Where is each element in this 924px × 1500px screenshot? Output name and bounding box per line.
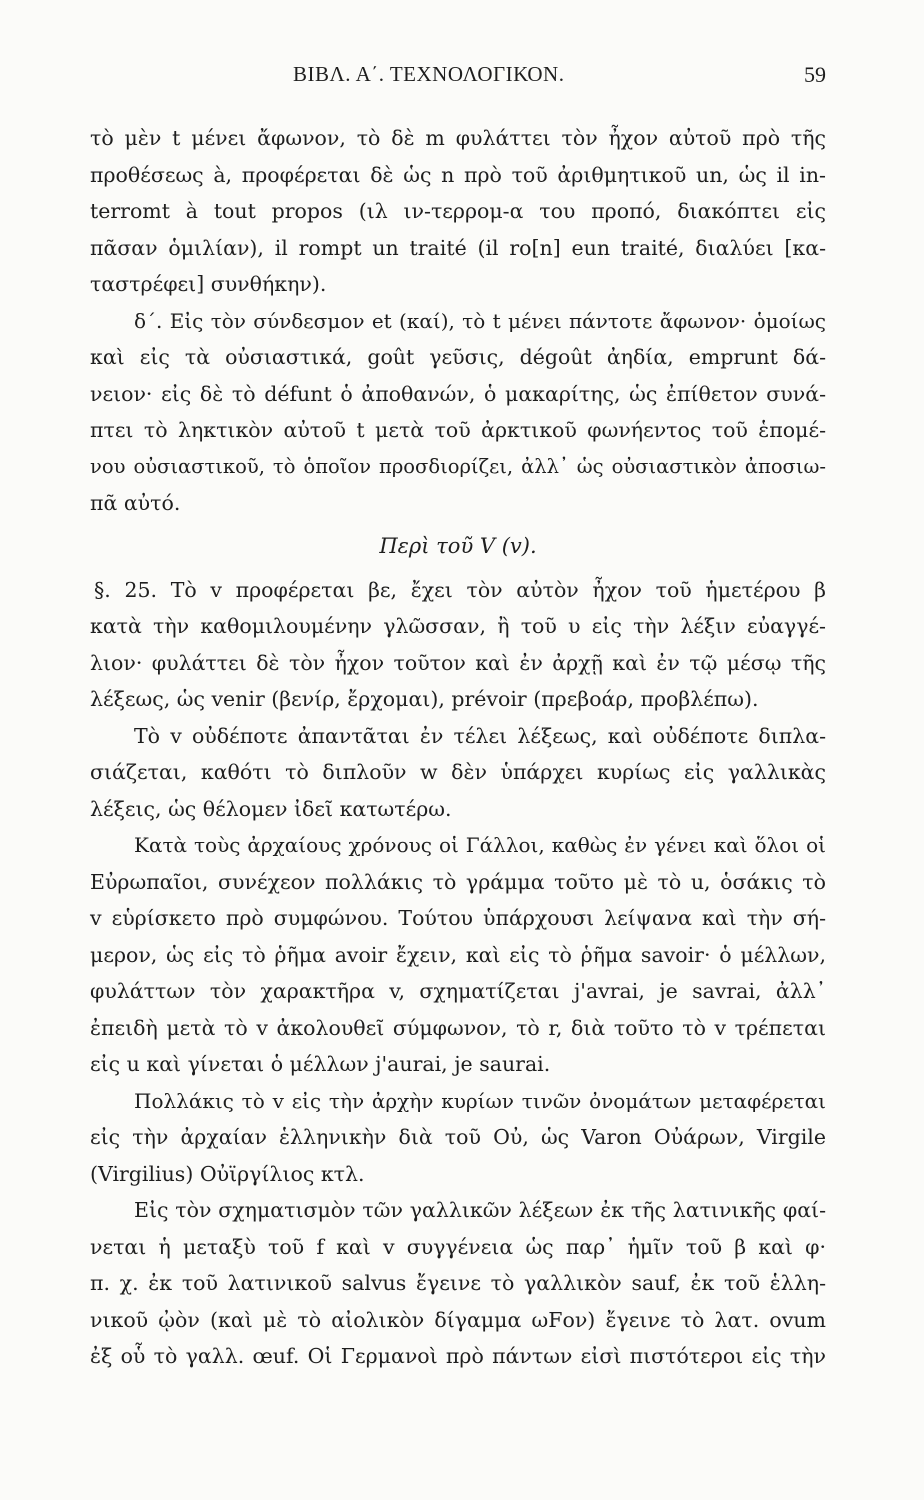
text-line: Τὸ v οὐδέποτε ἀπαντᾶται ἐν τέλει λέξεως, καὶ οὐδέποτε διπλα-	[134, 723, 826, 748]
text-line: Εἰς τὸν σχηματισμὸν τῶν γαλλικῶν λέξεων ἐκ τῆς λατινικῆς φαί-	[134, 1198, 826, 1222]
body-text	[90, 120, 826, 1375]
text-line: Πολλάκις τὸ v εἰς τὴν ἀρχὴν κυρίων τινῶν ὀνομάτων μεταφέρεται	[134, 1088, 826, 1113]
page-number: 59	[804, 62, 826, 87]
text-line: ἐξ οὗ τὸ γαλλ. œuf. Οἱ Γερμανοὶ πρὸ πάντων εἰσὶ πιστότεροι εἰς τὴν	[90, 1344, 826, 1368]
section-heading: Περὶ τοῦ V (v).	[379, 533, 537, 558]
paragraph-7	[90, 1192, 826, 1375]
paragraph-4	[90, 718, 826, 828]
paragraph-3	[90, 572, 826, 718]
text-line: δ΄. Εἰς τὸν σύνδεσμον et (καί), τὸ t μένει πάντοτε ἄφωνον· ὁμοίως	[134, 308, 826, 333]
text-line: π. χ. ἐκ τοῦ λατινικοῦ salvus ἔγεινε τὸ γαλλικὸν sauf, ἐκ τοῦ ἑλλη-	[90, 1271, 826, 1295]
text-line: λιον· φυλάττει δὲ τὸν ἦχον τοῦτον καὶ ἐν ἀρχῇ καὶ ἐν τῷ μέσῳ τῆς	[90, 650, 826, 675]
page-header	[88, 62, 826, 96]
text-line: ταστρέφει] συνθήκην).	[90, 272, 327, 296]
text-line: τὸ μὲν t μένει ἄφωνον, τὸ δὲ m φυλάττει τὸν ἦχον αὐτοῦ πρὸ τῆς	[90, 126, 826, 150]
paragraph-5	[90, 827, 826, 1083]
text-line: Εὐρωπαῖοι, συνέχεον πολλάκις τὸ γράμμα τοῦτο μὲ τὸ u, ὁσάκις τὸ	[90, 869, 826, 894]
text-line: φυλάττων τὸν χαρακτῆρα v, σχηματίζεται j'avrai, je savrai, ἀλλ᾽	[90, 979, 826, 1003]
text-line: νικοῦ ᾠὸν (καὶ μὲ τὸ αἰολικὸν δίγαμμα ωFον) ἔγεινε τὸ λατ. ovum	[90, 1307, 826, 1332]
text-line: terromt à tout propos (ιλ ιν-τερρομ-α του προπό, διακόπτει εἰς	[90, 199, 826, 223]
text-line: λέξεις, ὡς θέλομεν ἰδεῖ κατωτέρω.	[90, 796, 452, 821]
text-line: σιάζεται, καθότι τὸ διπλοῦν w δὲν ὑπάρχει κυρίως εἰς γαλλικὰς	[90, 760, 826, 784]
text-line: προθέσεως à, προφέρεται δὲ ὡς n πρὸ τοῦ ἀριθμητικοῦ un, ὡς il in-	[90, 162, 826, 187]
text-line: v εὑρίσκετο πρὸ συμφώνου. Τούτου ὑπάρχουσι λείψανα καὶ τὴν σή-	[90, 906, 826, 930]
paragraph-1	[90, 120, 826, 303]
text-line: καὶ εἰς τὰ οὐσιαστικά, goût γεῦσις, dégoût ἀηδία, emprunt δά-	[90, 345, 826, 369]
text-line: νεται ἡ μεταξὺ τοῦ f καὶ v συγγένεια ὡς παρ᾽ ἡμῖν τοῦ β καὶ φ·	[90, 1234, 826, 1259]
text-line: εἰς τὴν ἀρχαίαν ἑλληνικὴν διὰ τοῦ Οὐ, ὡς Varon Οὐάρων, Virgile	[90, 1125, 826, 1149]
text-line: εἰς u καὶ γίνεται ὁ μέλλων j'aurai, je saurai.	[90, 1052, 551, 1076]
running-head: ΒΙΒΛ. Α΄. ΤΕΧΝΟΛΟΓΙΚΟΝ.	[293, 62, 565, 86]
text-line: πτει τὸ ληκτικὸν αὐτοῦ t μετὰ τοῦ ἀρκτικοῦ φωνήεντος τοῦ ἑπομέ-	[90, 418, 826, 442]
paragraph-6	[90, 1083, 826, 1193]
text-line: (Virgilius) Οὐϊργίλιος κτλ.	[90, 1161, 365, 1186]
text-line: νειον· εἰς δὲ τὸ défunt ὁ ἀποθανών, ὁ μακαρίτης, ὡς ἐπίθετον συνά-	[90, 381, 826, 406]
text-line: §. 25. Τὸ v προφέρεται βε, ἔχει τὸν αὐτὸν ἦχον τοῦ ἡμετέρου β	[94, 577, 826, 602]
text-line: πᾶ αὐτό.	[90, 491, 181, 515]
text-line: μερον, ὡς εἰς τὸ ῥῆμα avoir ἔχειν, καὶ εἰς τὸ ῥῆμα savoir· ὁ μέλλων,	[90, 942, 826, 967]
text-line: κατὰ τὴν καθομιλουμένην γλῶσσαν, ἢ τοῦ υ εἰς τὴν λέξιν εὐαγγέ-	[90, 614, 826, 638]
paragraph-2	[90, 303, 826, 522]
text-line: ἐπειδὴ μετὰ τὸ v ἀκολουθεῖ σύμφωνον, τὸ r, διὰ τοῦτο τὸ v τρέπεται	[90, 1015, 826, 1040]
text-line: νου οὐσιαστικοῦ, τὸ ὁποῖον προσδιορίζει, ἀλλ᾽ ὡς οὐσιαστικὸν ἀποσιω-	[90, 454, 826, 478]
text-line: Κατὰ τοὺς ἀρχαίους χρόνους οἱ Γάλλοι, καθὼς ἐν γένει καὶ ὅλοι οἱ	[134, 833, 826, 857]
text-line: πᾶσαν ὁμιλίαν), il rompt un traité (il ro[n] eun traité, διαλύει [κα-	[90, 235, 826, 260]
text-line: λέξεως, ὡς venir (βενίρ, ἔρχομαι), prévoir (πρεβοάρ, προβλέπω).	[90, 687, 759, 711]
